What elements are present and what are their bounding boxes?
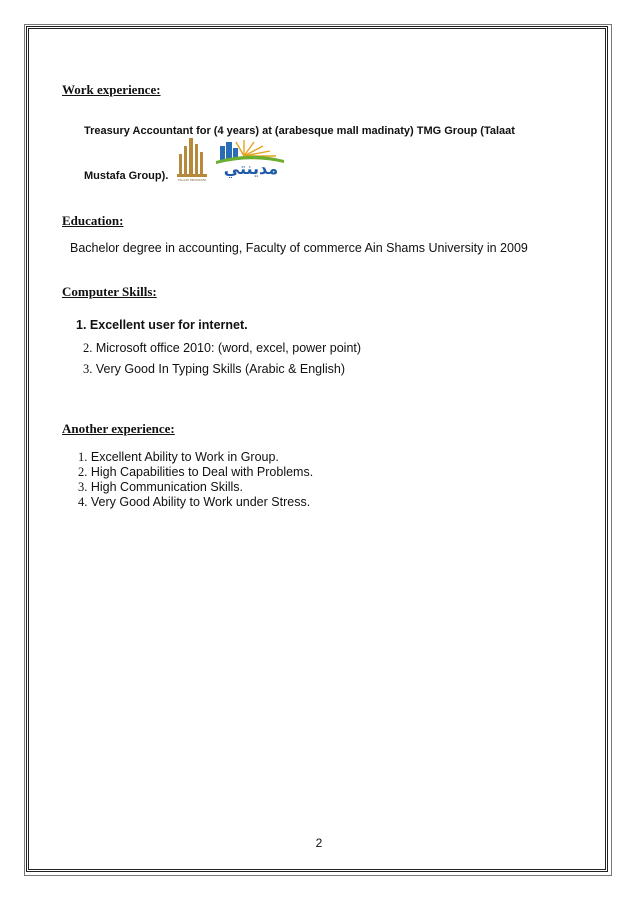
page-number: 2 xyxy=(315,836,323,850)
computer-skill-item xyxy=(76,318,248,332)
another-experience-item xyxy=(78,495,310,510)
another-experience-item xyxy=(78,480,243,495)
another-experience-item xyxy=(78,450,279,465)
another-experience-text: Very Good Ability to Work under Stress. xyxy=(90,495,311,509)
education-heading: Education: xyxy=(62,213,124,228)
another-experience-heading: Another experience: xyxy=(62,421,175,436)
madinaty-logo xyxy=(214,136,286,180)
another-experience-number: 3. xyxy=(78,480,88,494)
computer-skill-item xyxy=(83,362,345,377)
another-experience-number: 4. xyxy=(78,495,88,509)
another-experience-number: 1. xyxy=(78,450,88,464)
computer-skill-number: 2. xyxy=(83,341,93,355)
computer-skill-text: Excellent user for internet. xyxy=(89,318,248,332)
computer-skill-number: 3. xyxy=(83,362,93,376)
work-experience-line-1: Treasury Accountant for (4 years) at (arabesque mall madinaty) TMG Group (Talaat xyxy=(84,125,515,137)
page-border xyxy=(26,26,608,872)
another-experience-text: High Capabilities to Deal with Problems. xyxy=(90,465,314,479)
another-experience-text: High Communication Skills. xyxy=(90,480,243,494)
computer-skill-item xyxy=(83,341,361,356)
computer-skills-heading: Computer Skills: xyxy=(62,284,157,299)
another-experience-item xyxy=(78,465,313,480)
computer-skill-text: Microsoft office 2010: (word, excel, power point) xyxy=(95,341,362,355)
another-experience-text: Excellent Ability to Work in Group. xyxy=(90,450,279,464)
another-experience-number: 2. xyxy=(78,465,88,479)
work-experience-heading: Work experience: xyxy=(62,82,161,97)
talaat-moustafa-logo xyxy=(176,136,208,184)
computer-skill-number: 1. xyxy=(76,318,87,332)
computer-skill-text: Very Good In Typing Skills (Arabic & English) xyxy=(95,362,346,376)
work-experience-line-2: Mustafa Group). xyxy=(84,170,169,182)
madinaty-logo-text: مدينتي xyxy=(223,159,279,178)
education-line: Bachelor degree in accounting, Faculty of commerce Ain Shams University in 2009 xyxy=(70,241,528,255)
talaat-moustafa-logo-text: TALAAT MOUSTAFA xyxy=(177,178,207,182)
